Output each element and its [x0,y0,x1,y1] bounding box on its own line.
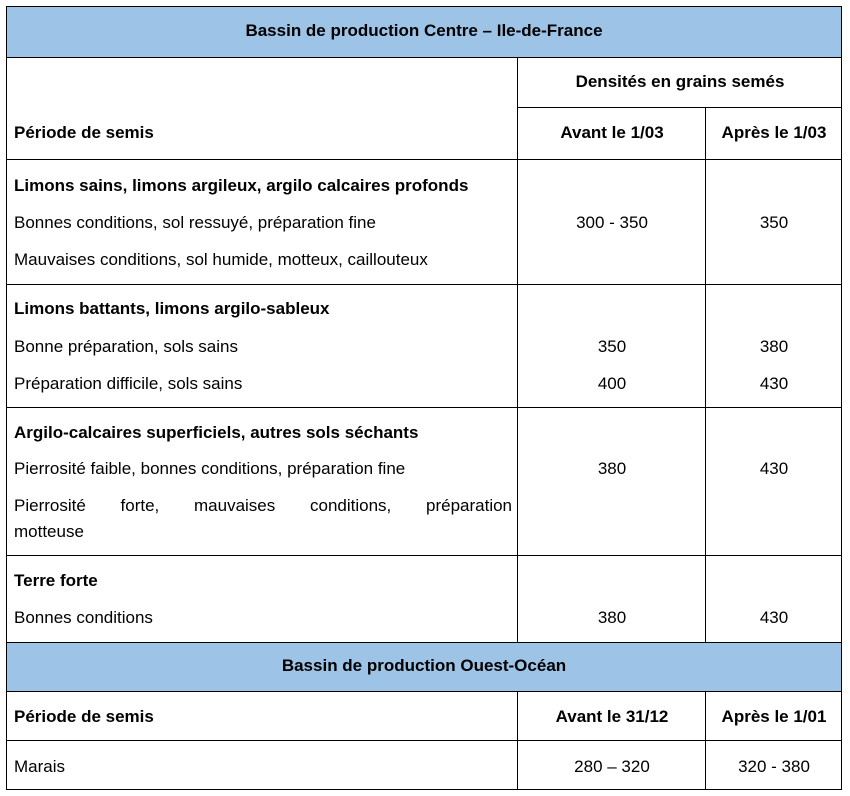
group-title: Argilo-calcaires superficiels, autres sols séchants [14,423,419,442]
row-value-after: 380 [759,337,789,356]
row-label: Bonne préparation, sols sains [14,337,238,356]
row-label: Préparation difficile, sols sains [14,374,243,393]
section1-title: Bassin de production Centre – Ile-de-France [245,21,603,40]
row-label-continued: motteuse [14,522,84,541]
group-title: Terre forte [14,571,98,590]
row-value-before: 300 - 350 [576,213,648,232]
col-after: Après le 1/01 [721,707,827,726]
row-value-before: 380 [597,608,627,627]
row-value-after: 430 [759,608,789,627]
section2-title: Bassin de production Ouest-Océan [281,656,567,675]
col-after: Après le 1/03 [721,123,827,142]
row-value-before: 350 [597,337,627,356]
row-label: Pierrosité forte, mauvaises conditions, préparation [14,496,512,515]
col-before: Avant le 31/12 [555,707,669,726]
densities-header: Densités en grains semés [575,72,785,91]
row-value-before: 400 [597,374,627,393]
row-label: Bonnes conditions [14,608,153,627]
row-value-before: 380 [597,459,627,478]
period-label: Période de semis [14,123,154,142]
row-label: Mauvaises conditions, sol humide, motteux, caillouteux [14,250,428,269]
group-title: Limons sains, limons argileux, argilo calcaires profonds [14,176,469,195]
col-before: Avant le 1/03 [560,123,664,142]
row-label: Bonnes conditions, sol ressuyé, préparation fine [14,213,376,232]
row-value-after: 350 [759,213,789,232]
row-label: Pierrosité faible, bonnes conditions, préparation fine [14,459,406,478]
row-label: Marais [14,757,66,776]
row-value-after: 430 [759,374,789,393]
group-title: Limons battants, limons argilo-sableux [14,299,330,318]
row-value-after: 430 [759,459,789,478]
period-label: Période de semis [14,707,154,726]
row-value-before: 280 – 320 [574,757,650,776]
density-table [6,6,842,790]
row-value-after: 320 - 380 [738,757,810,776]
